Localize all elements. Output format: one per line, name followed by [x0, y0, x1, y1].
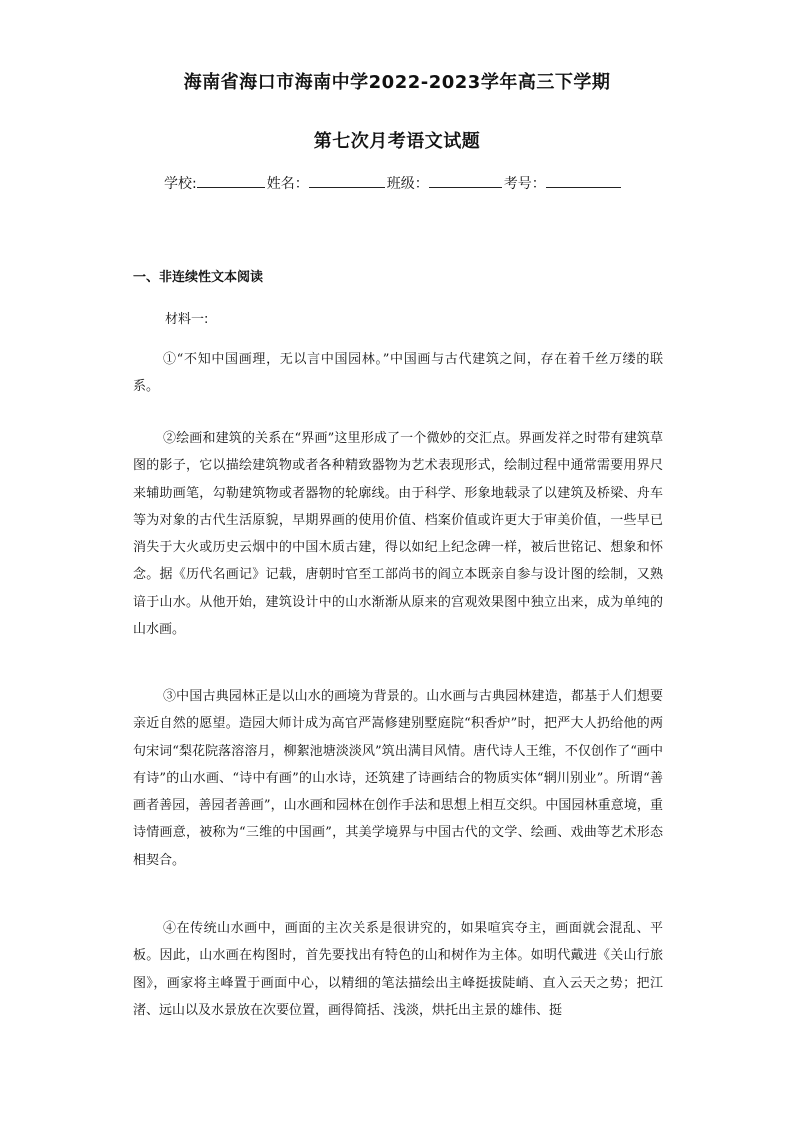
- school-blank[interactable]: [197, 174, 265, 188]
- student-info-line: [164, 173, 623, 193]
- section-heading: 一、非连续性文本阅读: [133, 270, 264, 285]
- name-blank[interactable]: [309, 174, 385, 188]
- exam-title-line1: 海南省海口市海南中学2022-2023学年高三下学期: [183, 72, 611, 93]
- paragraph-3: ③中国古典园林正是以山水的画境为背景的。山水画与古典园林建造，都基于人们想要亲近自然的愿望。造园大师计成为高官严嵩修建别墅庭院“积香炉”时，把严大人扔给他的两句宋词“梨花院落溶溶月，柳絮池塘淡淡风”筑出满目风情。唐代诗人王维，不仅创作了“画中有诗”的山水画、“诗中有画”的山水诗，还筑建了诗画结合的物质实体“辋川别业”。所谓“善画者善园，善园者善画”，山水画和园林在创作手法和思想上相互交织。中国园林重意境，重诗情画意，被称为“三维的中国画”，其美学境界与中国古代的文学、绘画、戏曲等艺术形态相契合。: [133, 689, 663, 868]
- paragraph-2: ②绘画和建筑的关系在“界画”这里形成了一个微妙的交汇点。界画发祥之时带有建筑草图的影子，它以描绘建筑物或者各种精致器物为艺术表现形式，绘制过程中通常需要用界尺来辅助画笔，勾勒建筑物或者器物的轮廓线。由于科学、形象地载录了以建筑及桥梁、舟车等为对象的古代生活原貌，早期界画的使用价值、档案价值或许更大于审美价值，一些早已消失于大火或历史云烟中的中国木质古建，得以如纪上纪念碑一样，被后世铭记、想象和怀念。据《历代名画记》记载，唐朝时官至工部尚书的阎立本既亲自参与设计图的绘制，又熟谙于山水。从他开始，建筑设计中的山水渐渐从原来的宫观效果图中独立出来，成为单纯的山水画。: [133, 431, 663, 638]
- number-label: 考号：: [503, 176, 546, 192]
- class-blank[interactable]: [429, 174, 502, 188]
- exam-title-line2: 第七次月考语文试题: [313, 131, 481, 152]
- paragraph-1: ①“不知中国画理，无以言中国园林。”中国画与古代建筑之间，存在着千丝万缕的联系。: [133, 352, 663, 395]
- name-label: 姓名：: [266, 176, 309, 192]
- school-label: 学校:: [164, 176, 197, 192]
- number-blank[interactable]: [546, 174, 621, 188]
- material-label: 材料一:: [165, 312, 209, 327]
- paragraph-4: ④在传统山水画中，画面的主次关系是很讲究的，如果喧宾夺主，画面就会混乱、平板。因此，山水画在构图时，首先要找出有特色的山和树作为主体。如明代戴进《关山行旅图》，画家将主峰置于画面中心，以精细的笔法描绘出主峰挺拔陡峭、直入云天之势；把江渚、远山以及水景放在次要位置，画得简括、浅淡，烘托出主景的雄伟、挺: [133, 921, 663, 1018]
- class-label: 班级：: [386, 176, 429, 192]
